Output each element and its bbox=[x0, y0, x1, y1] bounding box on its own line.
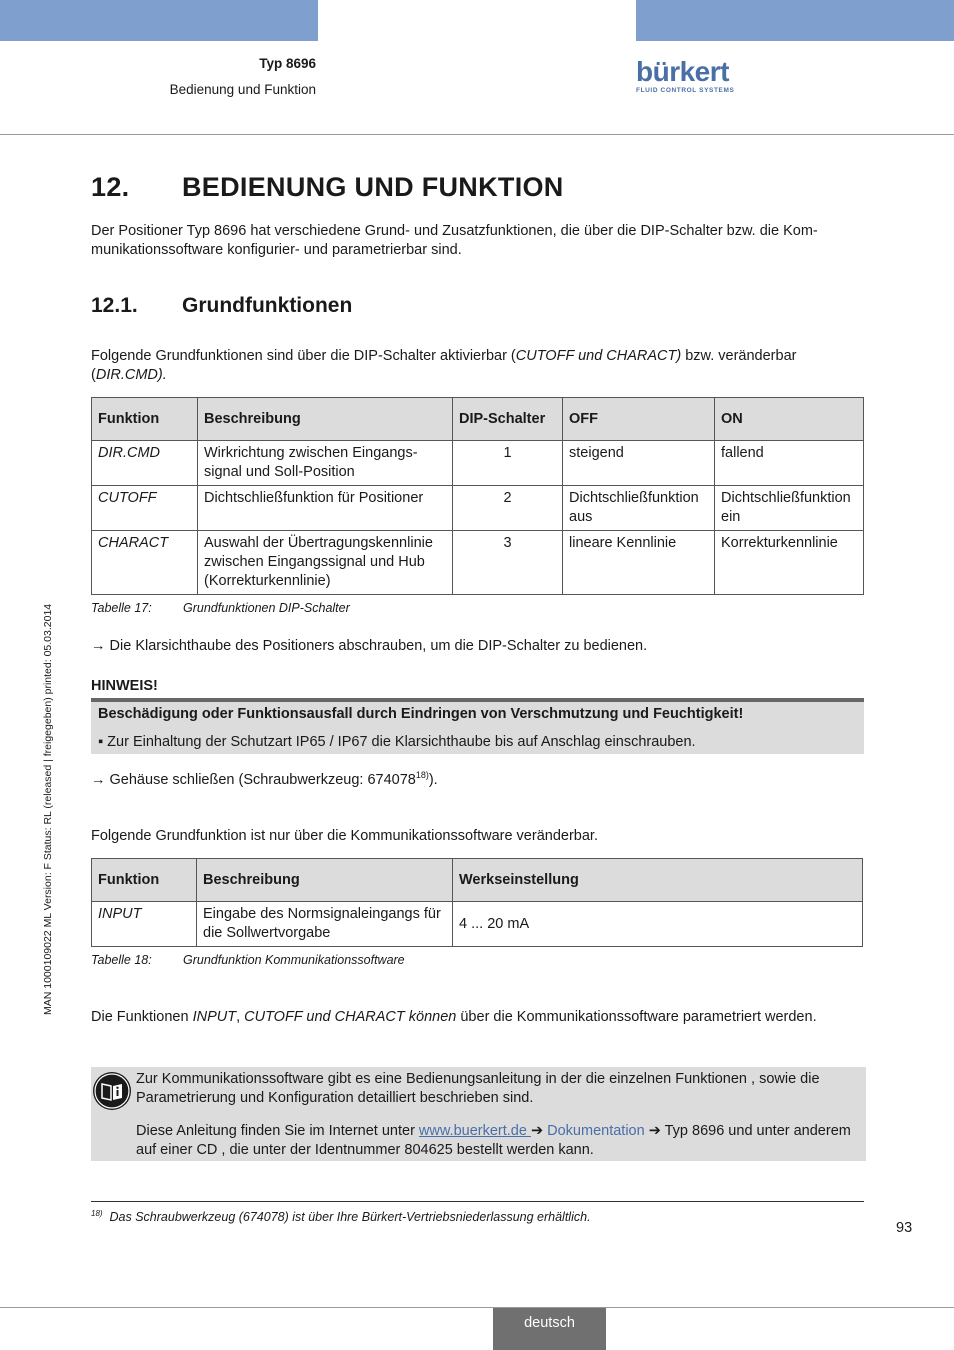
table-caption-18 bbox=[91, 953, 405, 967]
table-header: ON bbox=[715, 398, 864, 441]
header-subtitle: Bedienung und Funktion bbox=[169, 82, 316, 97]
footnote-rule bbox=[91, 1201, 864, 1202]
chapter-title: BEDIENUNG UND FUNKTION bbox=[182, 172, 564, 202]
intro-paragraph: Der Positioner Typ 8696 hat verschiedene Grund- und Zusatzfunktionen, die über die DIP-Schalter bzw. die Kom-munikationssoftware konfigurier- und parametrierbar sind. bbox=[91, 223, 818, 258]
footnote bbox=[91, 1209, 591, 1224]
caption-text: Grundfunktionen DIP-Schalter bbox=[183, 601, 350, 615]
text-italic: CUTOFF und CHARACT können bbox=[244, 1009, 457, 1025]
table-cell: 4 ... 20 mA bbox=[453, 902, 863, 947]
section-title: Grundfunktionen bbox=[182, 294, 353, 317]
caption-label: Tabelle 17: bbox=[91, 601, 152, 615]
header-rule bbox=[0, 134, 954, 135]
table-cell: steigend bbox=[563, 441, 715, 486]
notice-label: HINWEIS! bbox=[91, 678, 158, 694]
website-link[interactable]: www.buerkert.de bbox=[418, 1123, 531, 1139]
table-cell: CHARACT bbox=[92, 531, 198, 595]
text-italic: INPUT bbox=[192, 1009, 237, 1025]
table-cell: 3 bbox=[453, 531, 563, 595]
table-row bbox=[92, 902, 863, 947]
dip-intro-paragraph bbox=[91, 347, 866, 385]
table-header-row bbox=[92, 859, 863, 902]
functions-paragraph bbox=[91, 1008, 866, 1027]
table-cell: Korrekturkennlinie bbox=[715, 531, 864, 595]
arrow-icon: ➔ bbox=[530, 1123, 548, 1139]
text: , bbox=[236, 1009, 245, 1025]
burkert-logo bbox=[636, 58, 734, 94]
header-type: Typ 8696 bbox=[259, 56, 316, 71]
table-cell: CUTOFF bbox=[92, 486, 198, 531]
table-header: Beschreibung bbox=[198, 398, 453, 441]
info-text-line2 bbox=[136, 1122, 862, 1160]
software-function-table bbox=[91, 858, 863, 947]
chapter-heading bbox=[91, 172, 564, 203]
text-italic: CUTOFF und CHARACT) bbox=[515, 348, 682, 364]
footnote-text: Das Schraubwerkzeug (674078) ist über Ihre Bürkert-Vertriebsniederlassung erhältlich. bbox=[109, 1210, 591, 1225]
table-cell: Wirkrichtung zwischen Eingangs-signal und Soll-Position bbox=[198, 441, 453, 486]
notice-title: Beschädigung oder Funktionsausfall durch Eindringen von Verschmutzung und Feuchtigkeit! bbox=[98, 706, 744, 722]
table-header: Funktion bbox=[92, 398, 198, 441]
table-cell: Dichtschließfunktion für Positioner bbox=[198, 486, 453, 531]
section-number: 12.1. bbox=[91, 294, 138, 317]
text: über die Kommunikationssoftware parametriert werden. bbox=[456, 1009, 817, 1025]
step-unscrew: → Die Klarsichthaube des Positioners abschrauben, um die DIP-Schalter zu bedienen. bbox=[91, 638, 648, 654]
table-cell: fallend bbox=[715, 441, 864, 486]
table-header: Funktion bbox=[92, 859, 197, 902]
language-tab: deutsch bbox=[493, 1308, 606, 1350]
section-heading bbox=[91, 294, 352, 318]
table-cell: 1 bbox=[453, 441, 563, 486]
logo-word: bürkert bbox=[636, 56, 729, 87]
table-row bbox=[92, 486, 864, 531]
table-row bbox=[92, 531, 864, 595]
table-header: Beschreibung bbox=[197, 859, 453, 902]
text: → Gehäuse schließen (Schraubwerkzeug: 674078 bbox=[91, 771, 416, 788]
text: Typ 8696 und unter anderem auf einer CD , die unter der Identnummer 804625 bestellt werden kann. bbox=[136, 1123, 851, 1158]
text: Die Funktionen bbox=[91, 1009, 193, 1025]
text: ). bbox=[428, 771, 438, 788]
chapter-number: 12. bbox=[91, 172, 130, 202]
table-cell: DIR.CMD bbox=[92, 441, 198, 486]
software-intro-paragraph: Folgende Grundfunktion ist nur über die Kommunikationssoftware veränderbar. bbox=[91, 828, 598, 844]
text: Diese Anleitung finden Sie im Internet unter bbox=[136, 1123, 419, 1139]
info-book-icon bbox=[93, 1072, 131, 1110]
table-header-row bbox=[92, 398, 864, 441]
table-caption-17 bbox=[91, 601, 350, 615]
table-cell: lineare Kennlinie bbox=[563, 531, 715, 595]
logo-tagline: FLUID CONTROL SYSTEMS bbox=[636, 87, 735, 94]
table-cell: Dichtschließfunktion aus bbox=[563, 486, 715, 531]
table-cell: Auswahl der Übertragungskennlinie zwischen Eingangssignal und Hub (Korrekturkennlinie) bbox=[198, 531, 453, 595]
dip-switch-table bbox=[91, 397, 864, 595]
footnote-marker: 18) bbox=[91, 1209, 103, 1218]
caption-label: Tabelle 18: bbox=[91, 953, 152, 967]
table-row bbox=[92, 441, 864, 486]
table-header: DIP-Schalter bbox=[453, 398, 563, 441]
notice-item: ▪ Zur Einhaltung der Schutzart IP65 / IP67 die Klarsichthaube bis auf Anschlag einschrauben. bbox=[98, 734, 696, 750]
step-close-housing bbox=[91, 766, 866, 790]
caption-text: Grundfunktion Kommunikationssoftware bbox=[183, 953, 405, 967]
table-header: OFF bbox=[563, 398, 715, 441]
side-document-info: MAN 1000109022 ML Version: F Status: RL (released | freigegeben) printed: 05.03.2014 bbox=[42, 603, 54, 1015]
info-text-line1: Zur Kommunikationssoftware gibt es eine Bedienungsanleitung in der die einzelnen Funktionen , sowie die Parametrierung und Konfiguration detailliert beschrieben sind. bbox=[136, 1071, 820, 1106]
text: bzw. veränderbar ( bbox=[91, 348, 797, 383]
table-cell: Eingabe des Normsignaleingangs für die Sollwertvorgabe bbox=[197, 902, 453, 947]
table-header: Werkseinstellung bbox=[453, 859, 863, 902]
header-bar-right bbox=[636, 0, 954, 41]
table-cell: 2 bbox=[453, 486, 563, 531]
page-number: 93 bbox=[896, 1220, 913, 1236]
table-cell: INPUT bbox=[92, 902, 197, 947]
arrow-icon: ➔ bbox=[644, 1123, 665, 1139]
text-italic: DIR.CMD). bbox=[95, 367, 167, 383]
text: Folgende Grundfunktionen sind über die DIP-Schalter aktivierbar ( bbox=[91, 348, 516, 364]
header-bar-left bbox=[0, 0, 318, 41]
footnote-ref: 18) bbox=[415, 770, 429, 780]
footer-rule bbox=[0, 1307, 954, 1308]
table-cell: Dichtschließfunktion ein bbox=[715, 486, 864, 531]
documentation-link[interactable]: Dokumentation bbox=[547, 1123, 645, 1139]
